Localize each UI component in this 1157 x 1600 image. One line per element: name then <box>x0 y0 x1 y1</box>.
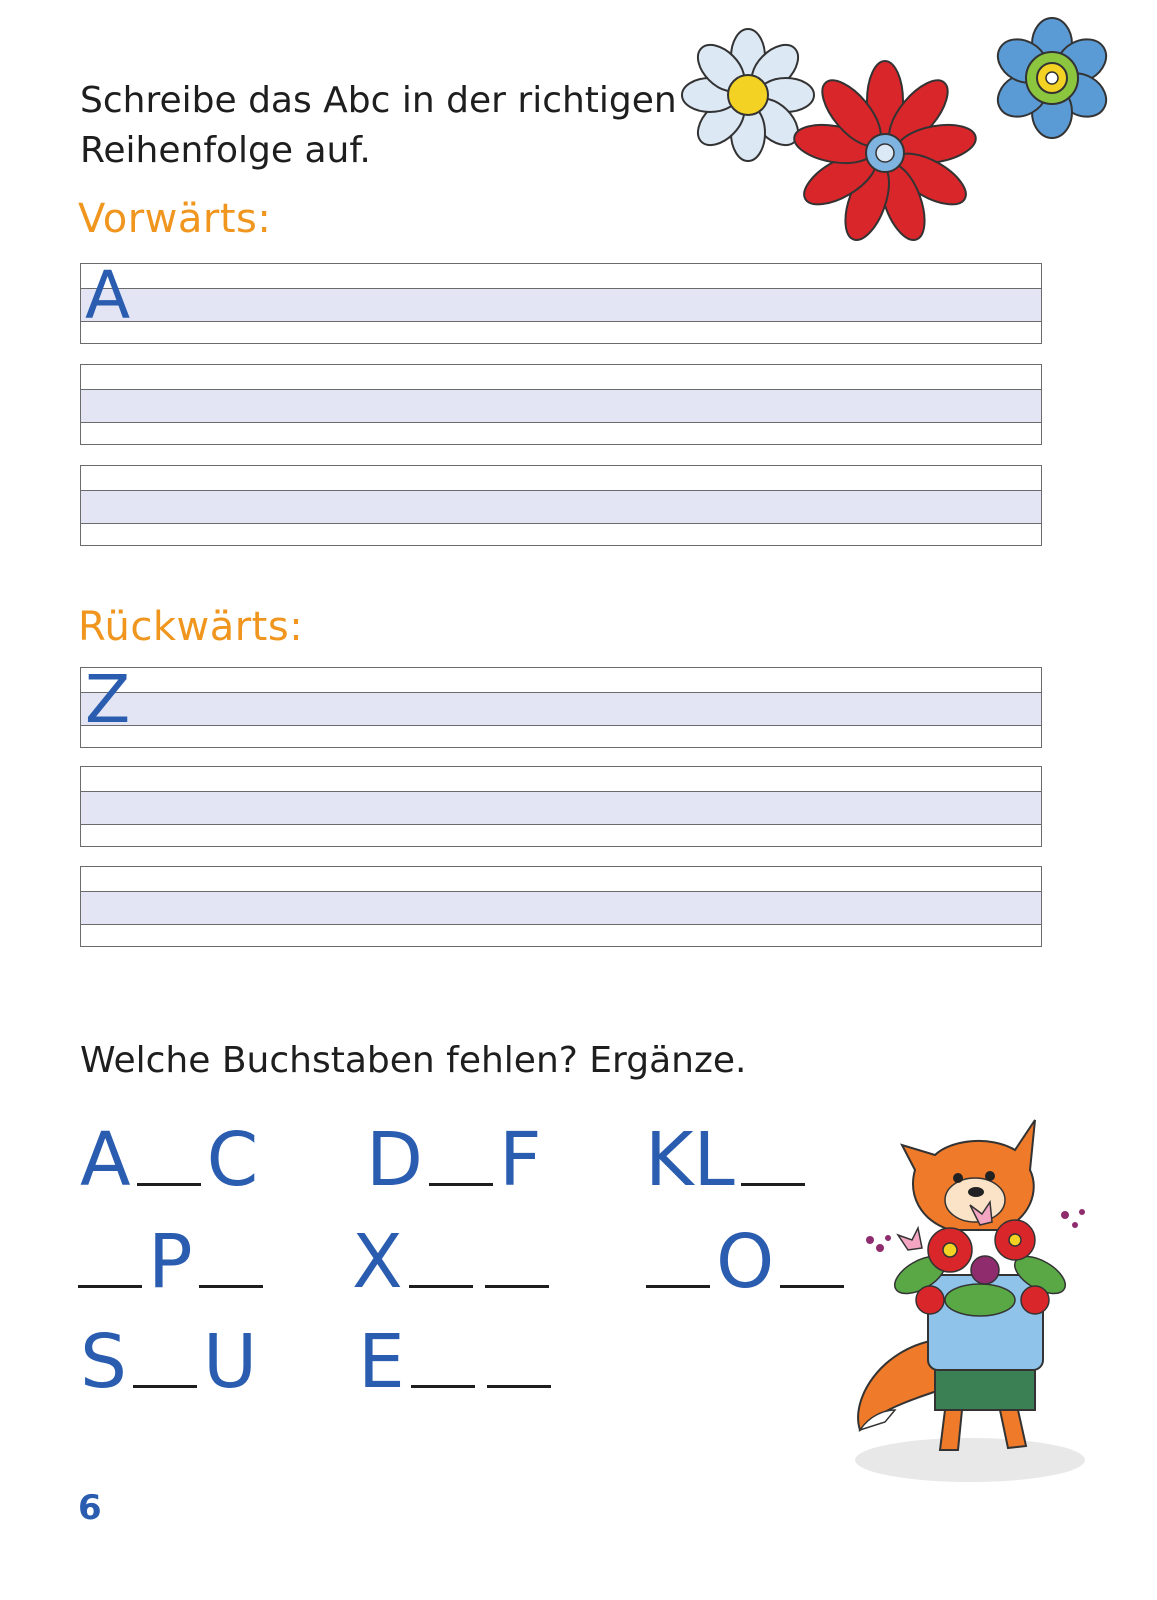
blank-line[interactable] <box>78 1285 142 1288</box>
exercise-letter: E <box>358 1319 405 1405</box>
ground-shadow <box>855 1438 1085 1482</box>
writing-band <box>81 791 1041 825</box>
writing-lines[interactable] <box>80 465 1042 546</box>
blank-line[interactable] <box>741 1183 805 1186</box>
blank-line[interactable] <box>137 1183 201 1186</box>
writing-lines[interactable] <box>80 661 1042 748</box>
blank-line[interactable] <box>485 1285 549 1288</box>
start-letter: A <box>85 257 131 334</box>
writing-band <box>81 389 1041 423</box>
flowers-illustration <box>680 15 1140 250</box>
exercise-letter: U <box>202 1319 258 1405</box>
exercise-letter: C <box>206 1117 259 1203</box>
writing-band <box>81 288 1041 322</box>
instruction-text <box>80 76 677 176</box>
instruction-line: Schreibe das Abc in der richtigen <box>80 80 677 121</box>
flower-icon <box>791 61 978 246</box>
letter-exercise[interactable] <box>352 1219 555 1305</box>
blank-line[interactable] <box>133 1385 197 1388</box>
blank-line[interactable] <box>409 1285 473 1288</box>
exercise-letter: D <box>366 1117 423 1203</box>
letter-exercise[interactable] <box>80 1319 258 1405</box>
writing-lines[interactable] <box>80 257 1042 344</box>
exercise-letter: S <box>80 1319 127 1405</box>
exercise-letter: O <box>716 1219 775 1305</box>
writing-lines[interactable] <box>80 766 1042 847</box>
exercise-letter: X <box>352 1219 403 1305</box>
exercise-letter: P <box>148 1219 193 1305</box>
instruction-text: Welche Buchstaben fehlen? Ergänze. <box>80 1040 747 1081</box>
flower-icon <box>990 18 1114 138</box>
exercise-letter: A <box>80 1117 131 1203</box>
exercise-letter: K <box>645 1117 694 1203</box>
writing-lines[interactable] <box>80 866 1042 947</box>
letter-exercise[interactable] <box>358 1319 557 1405</box>
letter-exercise[interactable] <box>72 1219 269 1305</box>
section-heading-forward: Vorwärts: <box>78 196 272 242</box>
blank-line[interactable] <box>780 1285 844 1288</box>
fox-with-bouquet-illustration <box>840 1110 1100 1490</box>
bouquet <box>889 1202 1071 1316</box>
writing-band <box>81 490 1041 524</box>
section-heading-backward: Rückwärts: <box>78 604 304 650</box>
writing-lines[interactable] <box>80 364 1042 445</box>
instruction-line: Reihenfolge auf. <box>80 130 371 171</box>
blank-line[interactable] <box>429 1183 493 1186</box>
exercise-letter: F <box>498 1117 542 1203</box>
blank-line[interactable] <box>487 1385 551 1388</box>
start-letter: Z <box>85 661 131 738</box>
writing-band <box>81 692 1041 726</box>
blank-line[interactable] <box>199 1285 263 1288</box>
exercise-letter: L <box>693 1117 735 1203</box>
blank-line[interactable] <box>411 1385 475 1388</box>
blank-line[interactable] <box>646 1285 710 1288</box>
page-number: 6 <box>78 1488 102 1528</box>
letter-exercise[interactable] <box>366 1117 542 1203</box>
letter-exercise[interactable] <box>645 1117 811 1203</box>
writing-band <box>81 891 1041 925</box>
letter-exercise[interactable] <box>80 1117 259 1203</box>
letter-exercise[interactable] <box>640 1219 850 1305</box>
